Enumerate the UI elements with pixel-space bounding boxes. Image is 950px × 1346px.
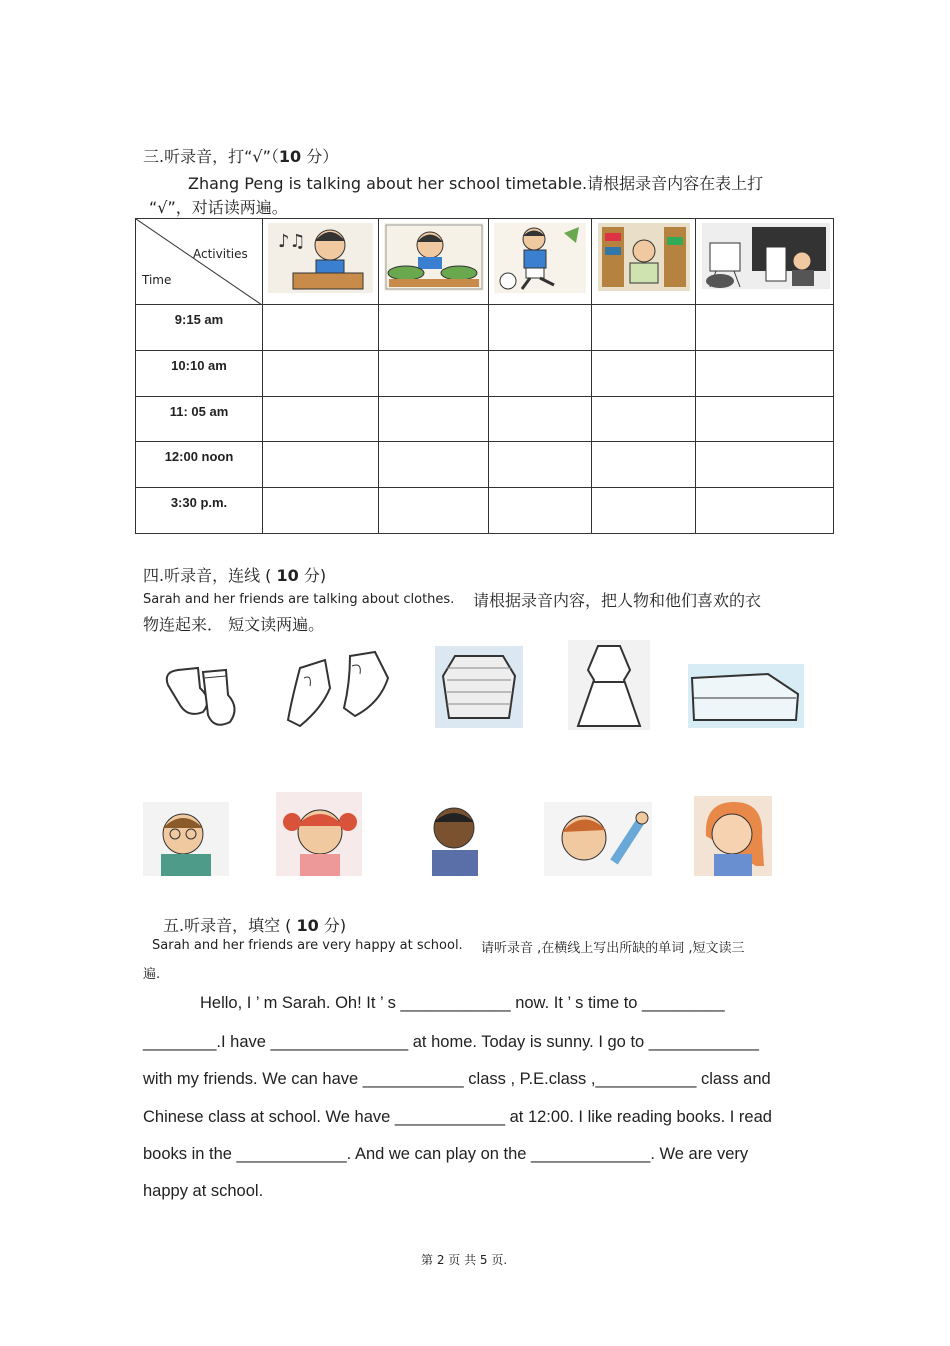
diagonal-line [136,219,262,305]
corner-activities-label: Activities [193,247,248,261]
section-5-heading: 五.听录音，填空 ( 10 分) [163,916,347,935]
shoes-icon[interactable] [280,648,395,730]
art-class-icon [702,223,830,289]
check-cell[interactable] [489,351,592,397]
timetable [135,218,834,534]
section-3-intro-line1: Zhang Peng is talking about her school timetable.请根据录音内容在表上打 [188,174,764,193]
corner-header-cell [136,219,263,305]
activity-header-lunch [379,219,489,305]
check-cell[interactable] [696,488,834,534]
check-cell[interactable] [489,397,592,442]
socks-icon[interactable] [158,660,243,730]
section-3-heading: 三.听录音，打“√”（10 分） [143,147,339,166]
section-4-intro-cn2: 物连起来． 短文读两遍。 [143,615,325,634]
check-cell[interactable] [696,305,834,351]
section-4-intro-en: Sarah and her friends are talking about clothes. [143,592,455,607]
music-class-icon [268,223,373,293]
check-cell[interactable] [379,351,489,397]
girl-pigtails-icon[interactable] [276,792,362,876]
check-cell[interactable] [263,488,379,534]
check-cell[interactable] [263,351,379,397]
reading-icon [598,223,690,291]
check-cell[interactable] [379,442,489,488]
section-5-intro-cn: 请听录音 ,在横线上写出所缺的单词 ,短文读三 [481,941,745,956]
time-cell: 9:15 am [136,305,263,351]
corner-time-label: Time [142,273,172,287]
check-cell[interactable] [379,488,489,534]
check-cell[interactable] [263,305,379,351]
boy-waving-icon[interactable] [544,802,652,876]
time-cell: 11: 05 am [136,397,263,442]
section-4-intro-cn1: 请根据录音内容，把人物和他们喜欢的衣 [473,591,762,610]
check-cell[interactable] [379,397,489,442]
football-icon [494,223,586,293]
check-cell[interactable] [592,305,696,351]
check-cell[interactable] [696,351,834,397]
passage-line: books in the ____________. And we can play on the _____________. We are very [143,1145,749,1163]
check-cell[interactable] [263,397,379,442]
passage-line: with my friends. We can have ___________ class , P.E.class ,___________ class and [143,1070,771,1088]
passage-line: ________.I have _______________ at home. Today is sunny. I go to ____________ [143,1033,759,1051]
passage-line: Hello, I ’ m Sarah. Oh! It ’ s ____________ now. It ’ s time to _________ [200,994,725,1012]
time-cell: 10:10 am [136,351,263,397]
check-cell[interactable] [489,488,592,534]
lunch-icon [384,223,484,291]
check-cell[interactable] [489,442,592,488]
section-5-intro-cn2: 遍. [143,967,161,982]
check-cell[interactable] [592,351,696,397]
check-cell[interactable] [379,305,489,351]
activity-header-music [263,219,379,305]
boy-glasses-icon[interactable] [143,802,229,876]
pants-icon[interactable] [688,664,804,728]
sweater-icon[interactable] [435,646,523,728]
passage-line: Chinese class at school. We have ____________ at 12:00. I like reading books. I read [143,1108,772,1126]
check-cell[interactable] [592,488,696,534]
activity-header-reading [592,219,696,305]
passage-line: happy at school. [143,1182,264,1200]
check-cell[interactable] [489,305,592,351]
svg-text:♪♫: ♪♫ [278,231,306,252]
time-cell: 3:30 p.m. [136,488,263,534]
section-3-intro-line2: “√”，对话读两遍。 [149,198,288,217]
section-5-intro-en: Sarah and her friends are very happy at school. [152,938,463,953]
check-cell[interactable] [592,397,696,442]
page-footer: 第 2 页 共 5 页. [421,1253,508,1267]
boy-dark-hair-icon[interactable] [418,798,490,876]
section-4-heading: 四.听录音，连线 ( 10 分) [143,566,327,585]
check-cell[interactable] [696,397,834,442]
check-cell[interactable] [696,442,834,488]
time-cell: 12:00 noon [136,442,263,488]
dress-icon[interactable] [568,640,650,730]
activity-header-art [696,219,834,305]
check-cell[interactable] [263,442,379,488]
activity-header-football [489,219,592,305]
check-cell[interactable] [592,442,696,488]
girl-ponytail-icon[interactable] [694,796,772,876]
